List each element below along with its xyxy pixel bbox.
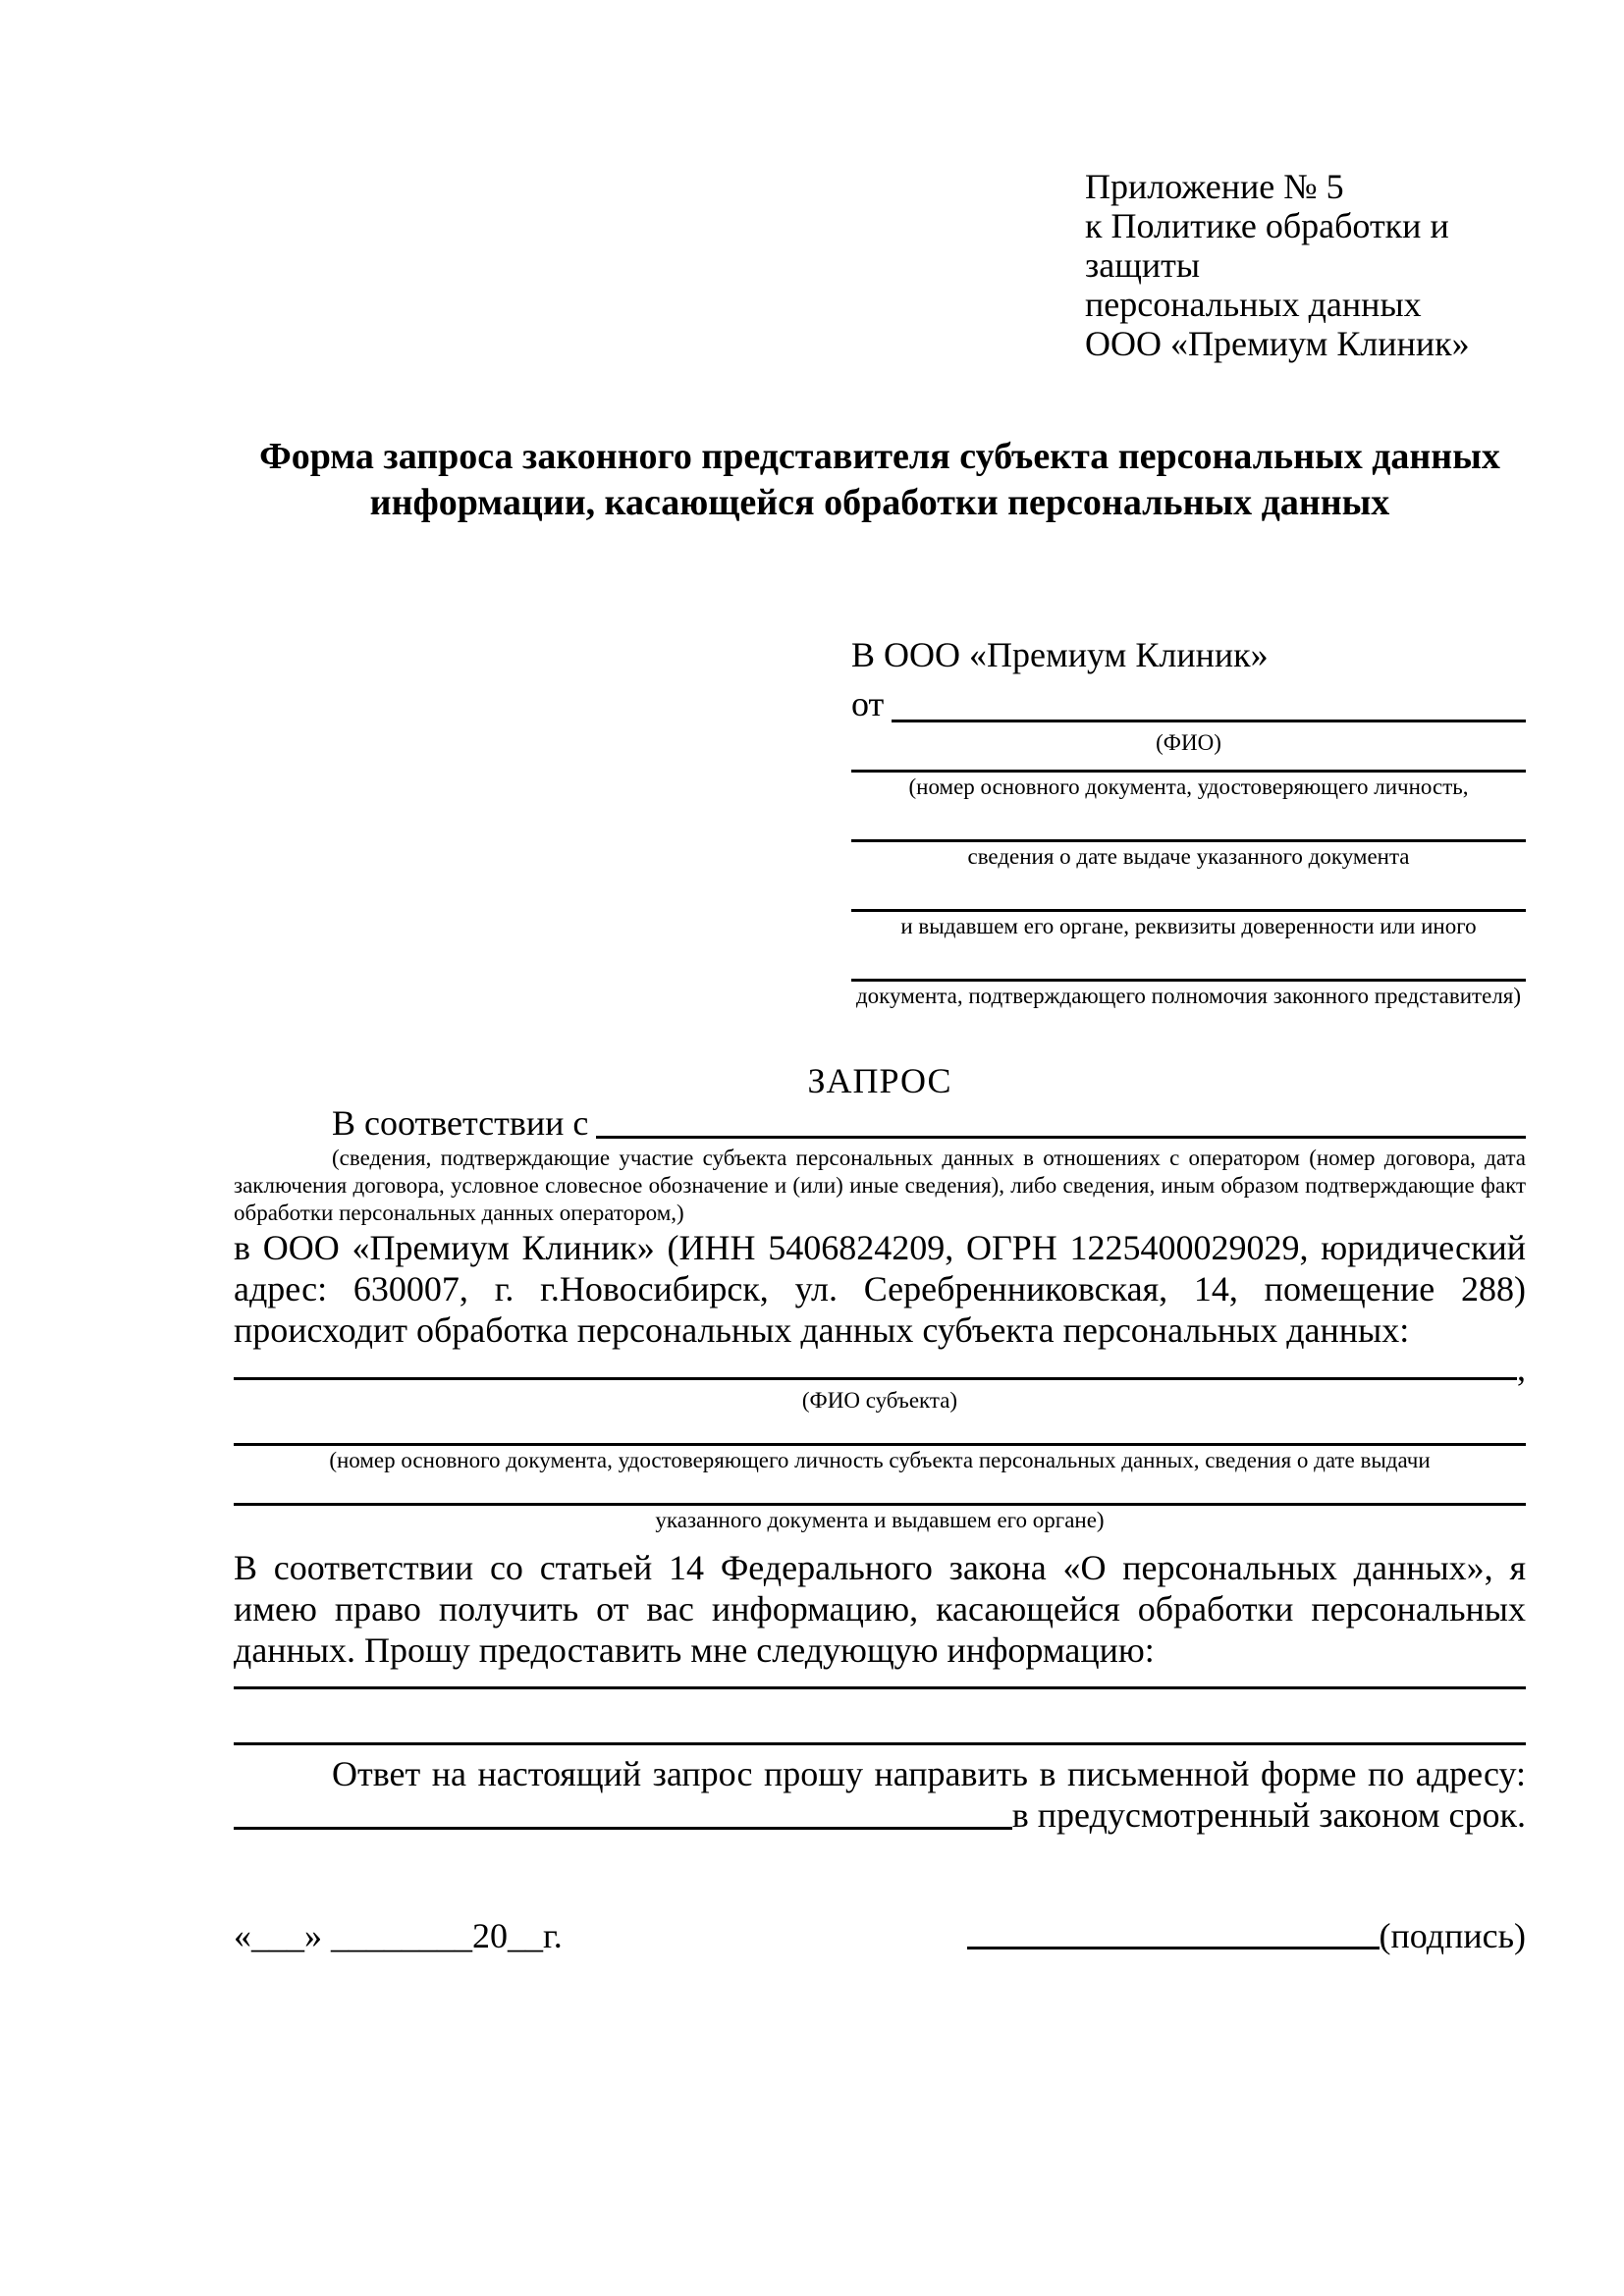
representative-doc-caption-3: и выдавшем его органе, реквизиты доверенности или иного — [900, 914, 1477, 938]
document-title — [234, 434, 1526, 526]
appendix-line-3: персональных данных — [1085, 285, 1422, 324]
appendix-line-4: ООО «Премиум Клиник» — [1085, 324, 1470, 363]
title-line-2: информации, касающейся обработки персональных данных — [369, 482, 1390, 523]
info-blank-line-2[interactable] — [234, 1742, 1526, 1745]
subject-doc-caption-1: (номер основного документа, удостоверяющего личность субъекта персональных данных, сведения о дате выдачи — [329, 1448, 1431, 1472]
subject-line-comma: , — [1517, 1349, 1526, 1388]
representative-doc-caption-4: документа, подтверждающего полномочия законного представителя) — [855, 984, 1522, 1008]
representative-doc-caption-1: (номер основного документа, удостоверяющего личность, — [908, 774, 1469, 799]
appendix-block — [1085, 167, 1526, 363]
appendix-line-2: к Политике обработки и защиты — [1085, 206, 1449, 285]
footer-row — [234, 1916, 1526, 1955]
signature-caption: (подпись) — [1379, 1916, 1526, 1955]
addressee-block — [851, 630, 1526, 1011]
addressee-organization: В ООО «Премиум Клиник» — [851, 635, 1269, 674]
answer-address-blank-line[interactable] — [234, 1794, 1012, 1830]
subject-fio-field — [234, 1351, 1526, 1386]
accordance-blank-line[interactable] — [596, 1101, 1526, 1139]
date-field[interactable]: «___» ________20__г. — [234, 1916, 563, 1955]
representative-doc-caption-2: сведения о дате выдаче указанного документа — [967, 844, 1410, 869]
representative-doc-field-1 — [851, 770, 1526, 802]
answer-paragraph: Ответ на настоящий запрос прошу направить в письменной форме по адресу: — [332, 1754, 1526, 1793]
answer-suffix: в предусмотренный законом срок. — [1011, 1795, 1526, 1835]
signature-blank-line[interactable] — [967, 1947, 1380, 1949]
fio-caption: (ФИО) — [1156, 730, 1221, 755]
signature-field — [967, 1916, 1526, 1955]
operator-paragraph: в ООО «Премиум Клиник» (ИНН 5406824209, ОГРН 1225400029029, юридический адрес: 630007, г. г.Новосибирск, ул. Серебренниковская, 14, помещение 288) происходит обработка персональных данных субъекта персональных данных: — [234, 1228, 1526, 1350]
accordance-label: В соответствии с — [332, 1103, 589, 1143]
answer-address-field — [234, 1794, 1526, 1836]
appendix-line-1: Приложение № 5 — [1085, 167, 1344, 206]
info-blank-line-1[interactable] — [234, 1686, 1526, 1689]
from-blank-line[interactable] — [892, 679, 1526, 722]
representative-doc-field-4 — [851, 979, 1526, 1011]
accordance-field — [234, 1101, 1526, 1145]
subject-doc-field-2 — [234, 1503, 1526, 1535]
subject-doc-caption-2: указанного документа и выдавшем его органе) — [655, 1508, 1105, 1532]
accordance-caption: (сведения, подтверждающие участие субъекта персональных данных в отношениях с оператором (номер договора, дата заключения договора, условное словесное обозначение и (или) иные сведения), либо сведения, иным образом подтверждающие факт обработки персональных данных оператором,) — [234, 1146, 1526, 1225]
title-line-1: Форма запроса законного представителя субъекта персональных данных — [259, 436, 1500, 477]
representative-doc-field-3 — [851, 909, 1526, 941]
representative-doc-field-2 — [851, 839, 1526, 872]
law-paragraph: В соответствии со статьей 14 Федерального закона «О персональных данных», я имею право получить от вас информацию, касающейся обработки персональных данных. Прошу предоставить мне следующую информацию: — [234, 1548, 1526, 1670]
request-heading: ЗАПРОС — [807, 1061, 952, 1100]
subject-fio-blank-line[interactable] — [234, 1351, 1517, 1380]
subject-doc-field-1 — [234, 1443, 1526, 1475]
subject-fio-caption: (ФИО субъекта) — [801, 1388, 958, 1413]
from-label: от — [851, 684, 885, 723]
from-field — [851, 679, 1526, 728]
